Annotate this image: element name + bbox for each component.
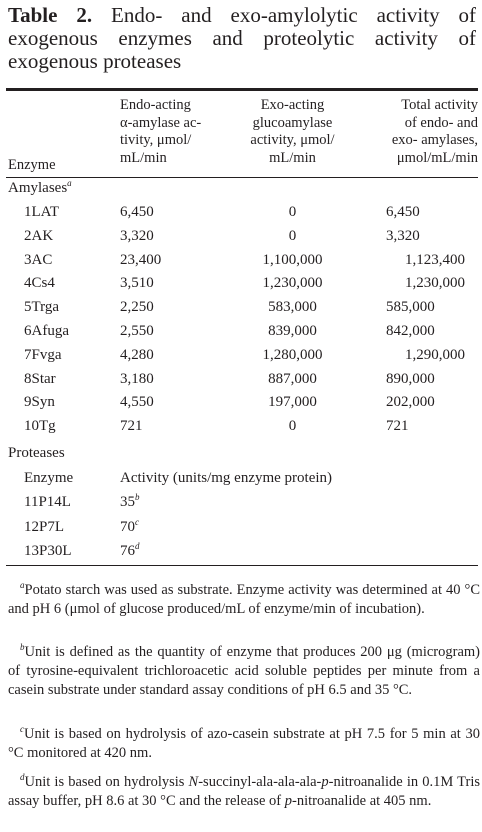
total-cell: 842,000	[386, 323, 435, 339]
footnote-mark: c	[20, 724, 24, 735]
proteases-section-label: Proteases	[8, 445, 65, 461]
header-exo: Exo-acting glucoamylase activity, μmol/ mL/min	[250, 97, 335, 166]
exo-cell: 1,280,000	[262, 347, 323, 363]
enzyme-cell: 7Fvga	[24, 347, 62, 363]
footnote-mark: d	[135, 541, 140, 551]
footnote-mark: b	[20, 642, 25, 653]
enzyme-cell: 8Star	[24, 371, 56, 387]
endo-cell: 2,250	[120, 299, 154, 315]
total-cell: 1,123,400	[405, 252, 465, 268]
endo-cell: 3,320	[120, 228, 154, 244]
endo-cell: 721	[120, 418, 143, 434]
header-total: Total activity of endo- and exo- amylases, μmol/mL/min	[391, 97, 478, 166]
total-cell: 3,320	[386, 228, 420, 244]
header-enzyme: Enzyme	[8, 157, 56, 173]
header-endo: Endo-acting α-amylase ac- tivity, μmol/ mL/min	[120, 97, 202, 166]
exo-cell: 0	[288, 204, 297, 220]
endo-cell: 6,450	[120, 204, 154, 220]
activity-cell: 76$^d$	[120, 541, 140, 559]
exo-cell: 583,000	[268, 299, 317, 315]
enzyme-cell: 11P14L	[24, 494, 71, 510]
protease-header-activity: Activity (units/mg enzyme protein)	[120, 470, 333, 486]
enzyme-cell: 2AK	[24, 228, 54, 244]
exo-cell: 197,000	[268, 394, 317, 410]
footnote-mark: a	[67, 178, 72, 188]
total-cell: 202,000	[386, 394, 435, 410]
enzyme-cell: 3AC	[24, 252, 53, 268]
endo-cell: 4,550	[120, 394, 154, 410]
activity-cell: 70$^c$	[120, 517, 139, 535]
total-cell: 1,290,000	[405, 347, 465, 363]
activity-cell: 35$^b$	[120, 492, 140, 510]
protease-header-enzyme: Enzyme	[24, 470, 74, 486]
footnote-mark: c	[135, 517, 139, 527]
exo-cell: 1,230,000	[262, 275, 323, 291]
footnote-mark: a	[20, 580, 25, 591]
endo-cell: 3,180	[120, 371, 154, 387]
exo-cell: 839,000	[268, 323, 317, 339]
enzyme-cell: 4Cs4	[24, 275, 55, 291]
table-bottom-rule	[6, 565, 478, 566]
total-cell: 1,230,000	[405, 275, 465, 291]
exo-cell: 0	[288, 418, 297, 434]
header-rule	[6, 177, 478, 178]
endo-cell: 23,400	[120, 252, 162, 268]
total-cell: 585,000	[386, 299, 435, 315]
total-cell: 6,450	[386, 204, 420, 220]
enzyme-cell: 10Tg	[24, 418, 56, 434]
exo-cell: 1,100,000	[262, 252, 323, 268]
table-label: Table 2.	[8, 3, 93, 27]
endo-cell: 2,550	[120, 323, 154, 339]
total-cell: 890,000	[386, 371, 435, 387]
enzyme-cell: 12P7L	[24, 519, 65, 535]
enzyme-cell: 9Syn	[24, 394, 55, 410]
footnote-mark: b	[135, 492, 140, 502]
footnote: $^d$Unit is based on hydrolysis N-succinyl-ala-ala-ala-p-nitroanalide in 0.1M Tris assay buffer, pH 8.6 at 30 °C and the release of p-nitroanalide at 405 nm.	[8, 772, 480, 809]
total-cell: 721	[386, 418, 409, 434]
exo-cell: 887,000	[268, 371, 317, 387]
table-title: Endo- and exo-amylolytic activity of exogenous enzymes and proteolytic activity of exogenous proteases	[8, 3, 476, 73]
enzyme-cell: 5Trga	[24, 299, 60, 315]
endo-cell: 3,510	[120, 275, 154, 291]
footnote-mark: d	[20, 772, 25, 783]
enzyme-cell: 13P30L	[24, 543, 72, 559]
amylases-section-label: Amylases$^a$	[8, 178, 72, 196]
table-caption	[8, 4, 476, 73]
table-top-rule	[6, 88, 478, 91]
footnote: $^a$Potato starch was used as substrate. Enzyme activity was determined at 40 °C and pH 6 (μmol of glucose produced/mL of enzyme/min of incubation).	[8, 580, 480, 617]
enzyme-cell: 6Afuga	[24, 323, 69, 339]
endo-cell: 4,280	[120, 347, 154, 363]
exo-cell: 0	[288, 228, 297, 244]
footnote: $^c$Unit is based on hydrolysis of azo-casein substrate at pH 7.5 for 5 min at 30 °C monitored at 420 nm.	[8, 724, 480, 761]
footnote: $^b$Unit is defined as the quantity of enzyme that produces 200 μg (microgram) of tyrosine-equivalent trichloroacetic acid soluble peptides per minute from a casein substrate under standard assay conditions of pH 6.5 and 35 °C.	[8, 642, 480, 698]
enzyme-cell: 1LAT	[24, 204, 59, 220]
